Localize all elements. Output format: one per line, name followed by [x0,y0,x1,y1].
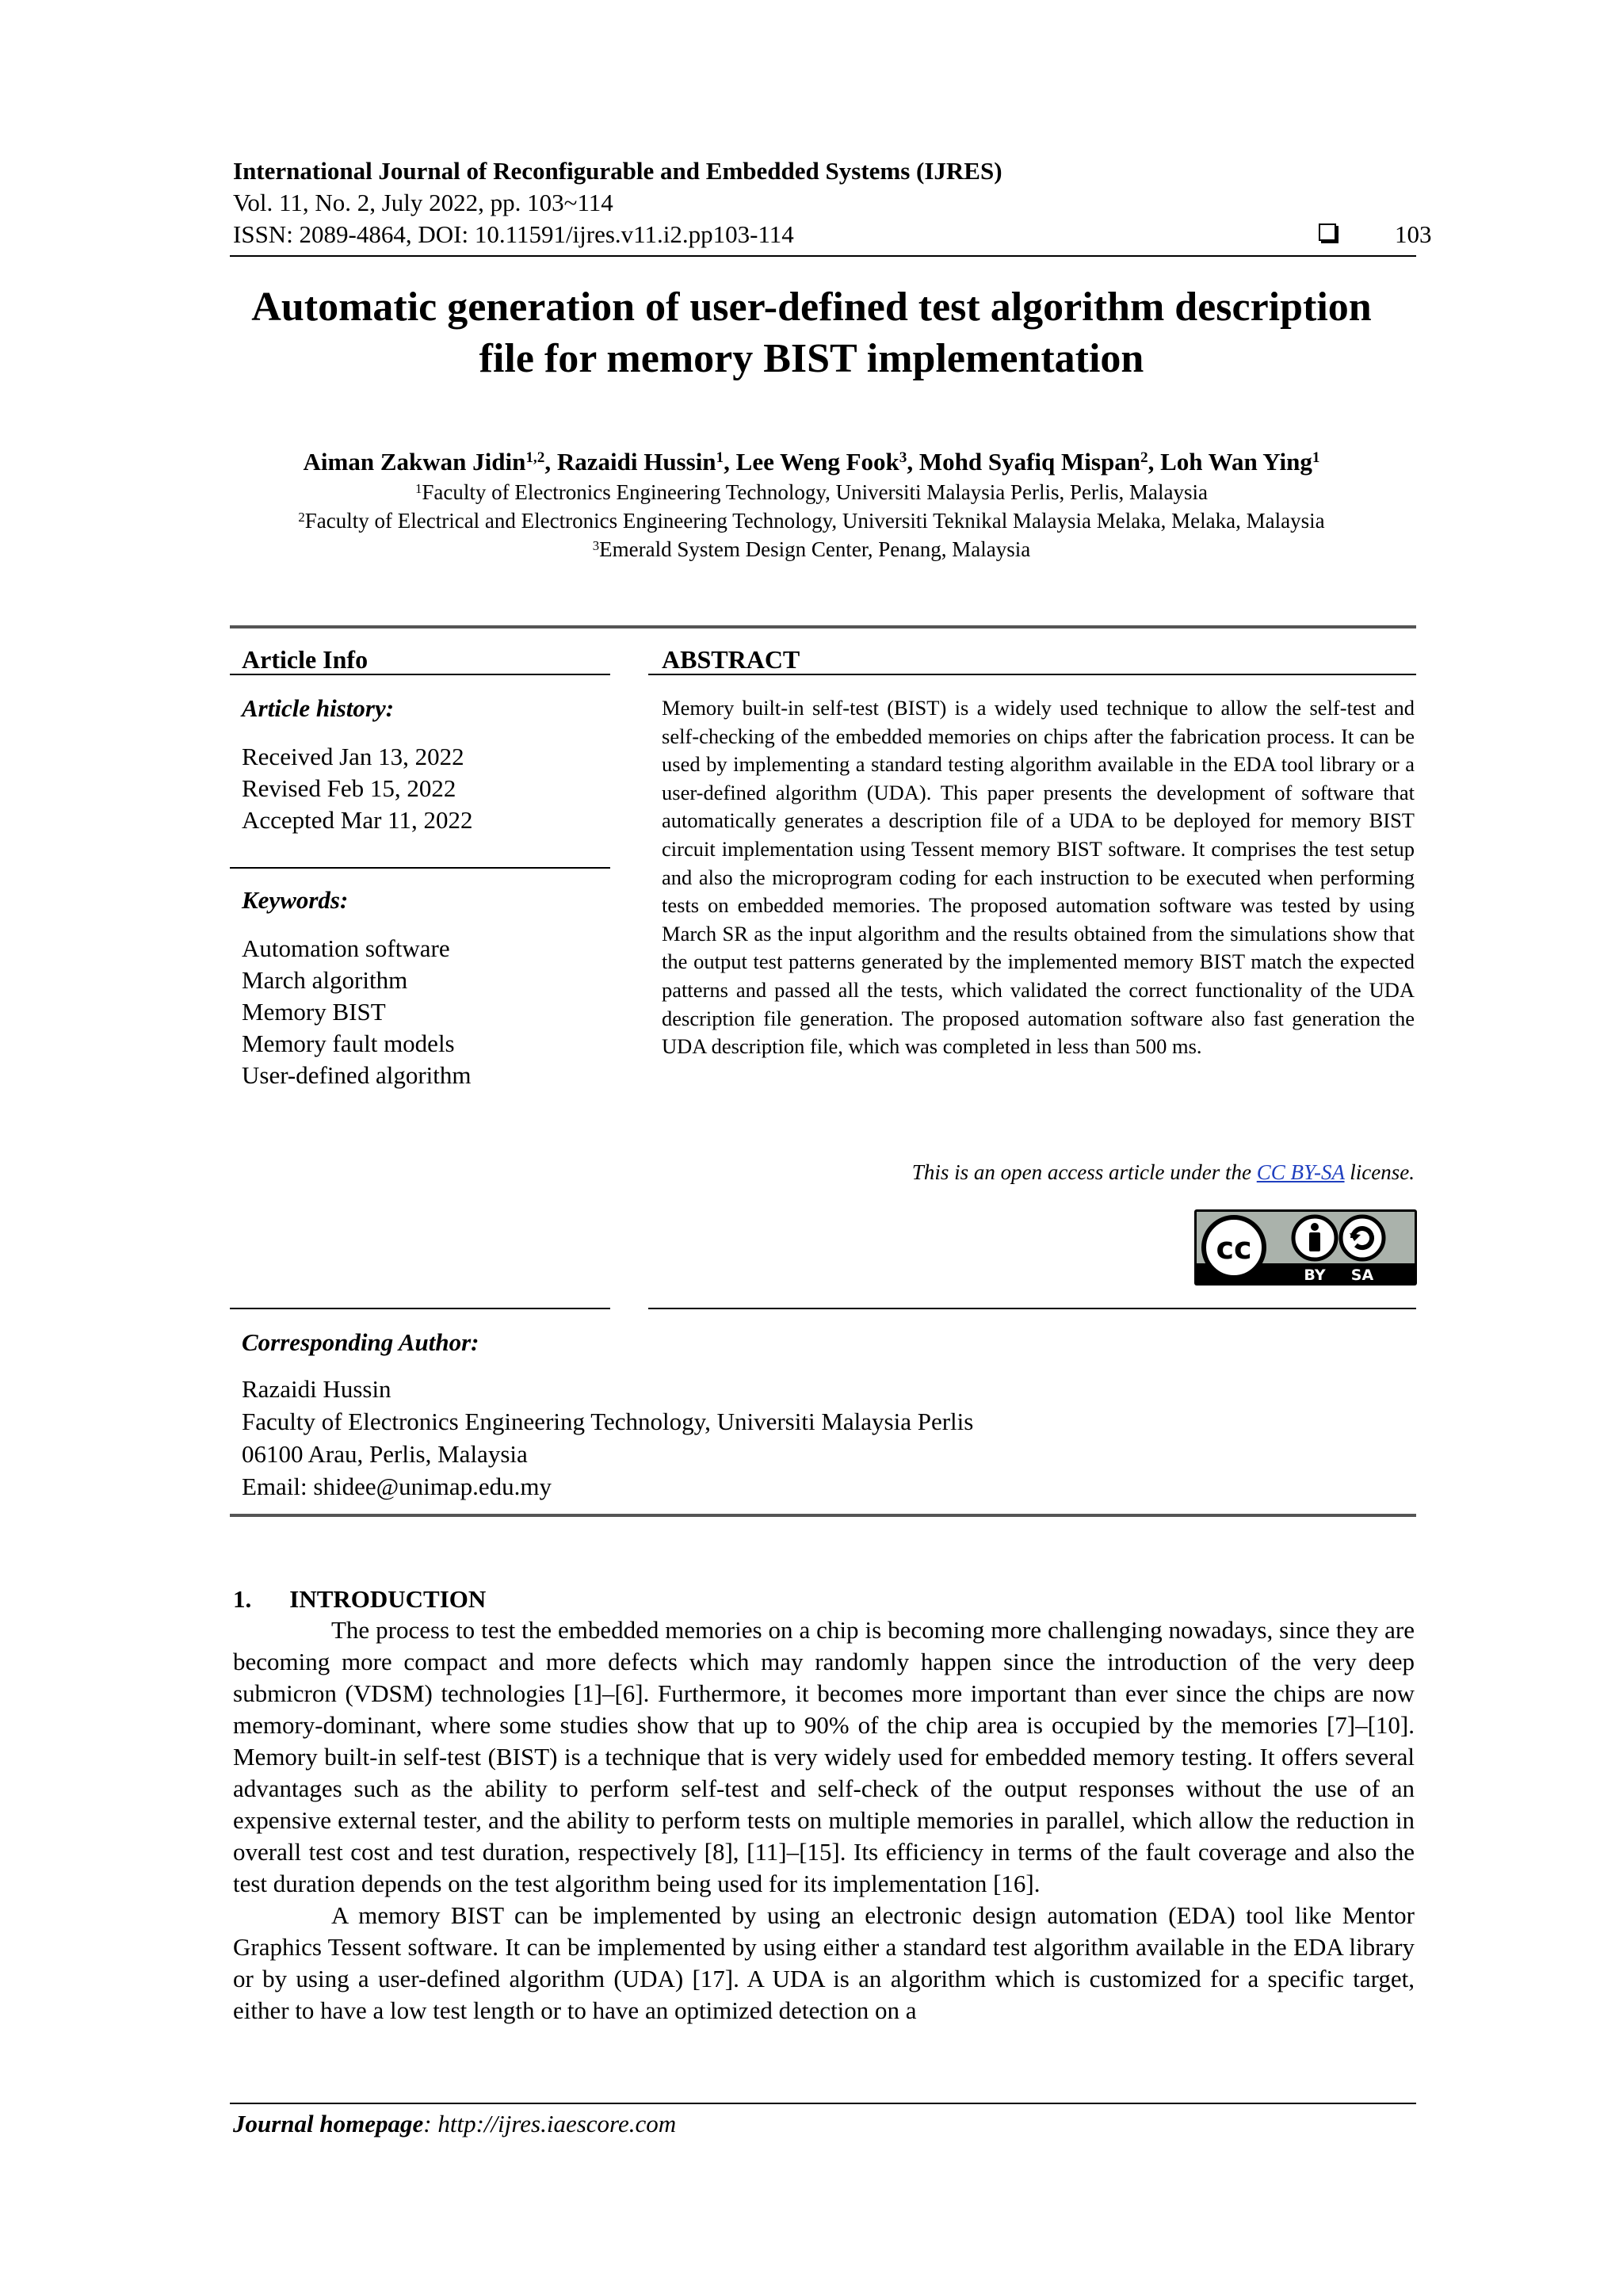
license-suffix: license. [1344,1160,1415,1184]
affiliation-sup: 1 [414,480,422,496]
journal-issn-doi: ISSN: 2089-4864, DOI: 10.11591/ijres.v11.i2.pp103-114 [233,220,794,248]
author-name: Loh Wan Ying [1160,448,1312,476]
svg-text:cc: cc [1216,1231,1252,1266]
info-top-rule [230,625,1416,628]
keyword-item: Memory BIST [242,998,386,1026]
keyword-item: Memory fault models [242,1030,455,1057]
paper-title [206,281,1417,384]
author-separator: , [724,448,736,476]
introduction-heading [233,1584,486,1615]
author-separator: , [544,448,557,476]
keyword-item: Automation software [242,934,450,962]
abstract-heading: ABSTRACT [662,645,800,674]
history-revised: Revised Feb 15, 2022 [242,774,456,802]
corresponding-faculty: Faculty of Electronics Engineering Technology, Universiti Malaysia Perlis [242,1408,974,1435]
intro-paragraph-1: The process to test the embedded memories on a chip is becoming more challenging nowadays, since they are becoming more compact and more defects which may randomly happen since the introduction of the very deep submicron (VDSM) technologies [1]–[6]. Furthermore, it becomes more important than ever since the chips are now memory-dominant, where some studies show that up to 90% of the chip area is occupied by the memories [7]–[10]. Memory built-in self-test (BIST) is a technique that is very widely used for embedded memory testing. It offers several advantages such as the ability to perform self-test and self-check of the output responses without the use of an expensive external tester, and the ability to perform tests on multiple memories in parallel, which allow the reduction in overall test cost and test duration, respectively [8], [11]–[15]. Its efficiency in terms of the fault coverage and also the test duration depends on the test algorithm being used for its implementation [16]. [233,1616,1415,1897]
affiliation-sup: 2 [298,509,305,525]
author-name: Lee Weng Fook [735,448,899,476]
author-list [158,446,1465,478]
info-bottom-rule-right [648,1308,1416,1309]
abstract-paragraph: Memory built-in self-test (BIST) is a widely used technique to allow the self-test and self-checking of the embedded memories on chips after the fabrication process. It can be used by implementing a standard testing algorithm available in the EDA tool library or a user-defined algorithm (UDA). This paper presents the development of software that automatically generates a description file of a UDA to be deployed for memory BIST circuit implementation using Tessent memory BIST software. It comprises the test setup and also the microprogram coding for each instruction to be executed when performing tests on embedded memories. The proposed automation software was tested by using March SR as the input algorithm and the results obtained from the simulations show that the output test patterns generated by the implemented memory BIST match the expected patterns and passed all the tests, which validated the correct functionality of the UDA description file generation. The proposed automation software also fast generation the UDA description file, which was completed in less than 500 ms. [662,696,1415,1059]
author-affiliation-sup: 2 [1140,449,1148,467]
affiliation-3 [158,536,1465,563]
corresponding-bottom-rule [230,1514,1416,1517]
keyword-item: March algorithm [242,966,408,994]
journal-name: International Journal of Reconfigurable and Embedded Systems (IJRES) [233,157,1002,185]
affiliation-text: Emerald System Design Center, Penang, Malaysia [599,537,1031,561]
cc-by-sa-badge-icon[interactable] [1194,1209,1417,1286]
title-line-1: Automatic generation of user-defined test algorithm description [251,285,1372,330]
introduction-body [233,1614,1415,2027]
author-affiliation-sup: 1 [716,449,724,467]
author-separator: , [1148,448,1161,476]
affiliation-2 [158,507,1465,535]
affiliation-text: Faculty of Electronics Engineering Technology, Universiti Malaysia Perlis, Perlis, Malaysia [422,480,1209,504]
affiliation-1 [158,479,1465,506]
checkbox-square-icon [1319,223,1336,241]
license-prefix: This is an open access article under the [911,1160,1257,1184]
page-number: 103 [1395,220,1432,248]
author-affiliation-sup: 1,2 [525,449,545,467]
history-received: Received Jan 13, 2022 [242,743,464,770]
license-statement [662,1160,1415,1185]
author-affiliation-sup: 3 [899,449,907,467]
keyword-item: User-defined algorithm [242,1061,472,1089]
article-history-label: Article history: [242,694,395,722]
intro-paragraph-2: A memory BIST can be implemented by using an electronic design automation (EDA) tool like Mentor Graphics Tessent software. It can be implemented by using either a standard test algorithm available in the EDA library or by using a user-defined algorithm (UDA) [17]. A UDA is an algorithm which is customized for a specific target, either to have a low test length or to have an optimized detection on a [233,1901,1415,2024]
cc-by-sa-link[interactable]: CC BY-SA [1256,1160,1345,1184]
author-separator: , [907,448,919,476]
corresponding-email[interactable]: Email: shidee@unimap.edu.my [242,1473,552,1500]
homepage-label: Journal homepage [233,2110,424,2137]
keywords-rule [230,867,610,869]
footer-rule [230,2103,1416,2104]
author-name: Mohd Syafiq Mispan [918,448,1140,476]
corresponding-author-label: Corresponding Author: [242,1328,479,1356]
section-number: 1. [233,1585,252,1613]
journal-volume: Vol. 11, No. 2, July 2022, pp. 103~114 [233,189,613,216]
history-accepted: Accepted Mar 11, 2022 [242,806,473,834]
affiliation-text: Faculty of Electrical and Electronics Engineering Technology, Universiti Teknikal Malaysia Melaka, Melaka, Malaysia [304,509,1325,533]
author-name: Aiman Zakwan Jidin [303,448,526,476]
affiliation-sup: 3 [592,537,600,553]
section-title: INTRODUCTION [289,1585,487,1613]
header-rule [230,255,1416,257]
article-info-heading: Article Info [242,645,369,674]
keywords-label: Keywords: [242,886,349,914]
journal-homepage [233,2110,676,2138]
corresponding-name: Razaidi Hussin [242,1375,391,1403]
author-affiliation-sup: 1 [1312,449,1320,467]
title-line-2: file for memory BIST implementation [479,336,1144,381]
cc-sa-label: SA [1350,1266,1374,1284]
abstract-text [662,694,1415,1061]
corresponding-address: 06100 Arau, Perlis, Malaysia [242,1440,528,1468]
cc-badge-graphic [1194,1209,1417,1286]
cc-by-label: BY [1304,1266,1326,1284]
author-name: Razaidi Hussin [556,448,716,476]
info-bottom-rule-left [230,1308,610,1309]
homepage-url[interactable]: : http://ijres.iaescore.com [423,2110,677,2137]
